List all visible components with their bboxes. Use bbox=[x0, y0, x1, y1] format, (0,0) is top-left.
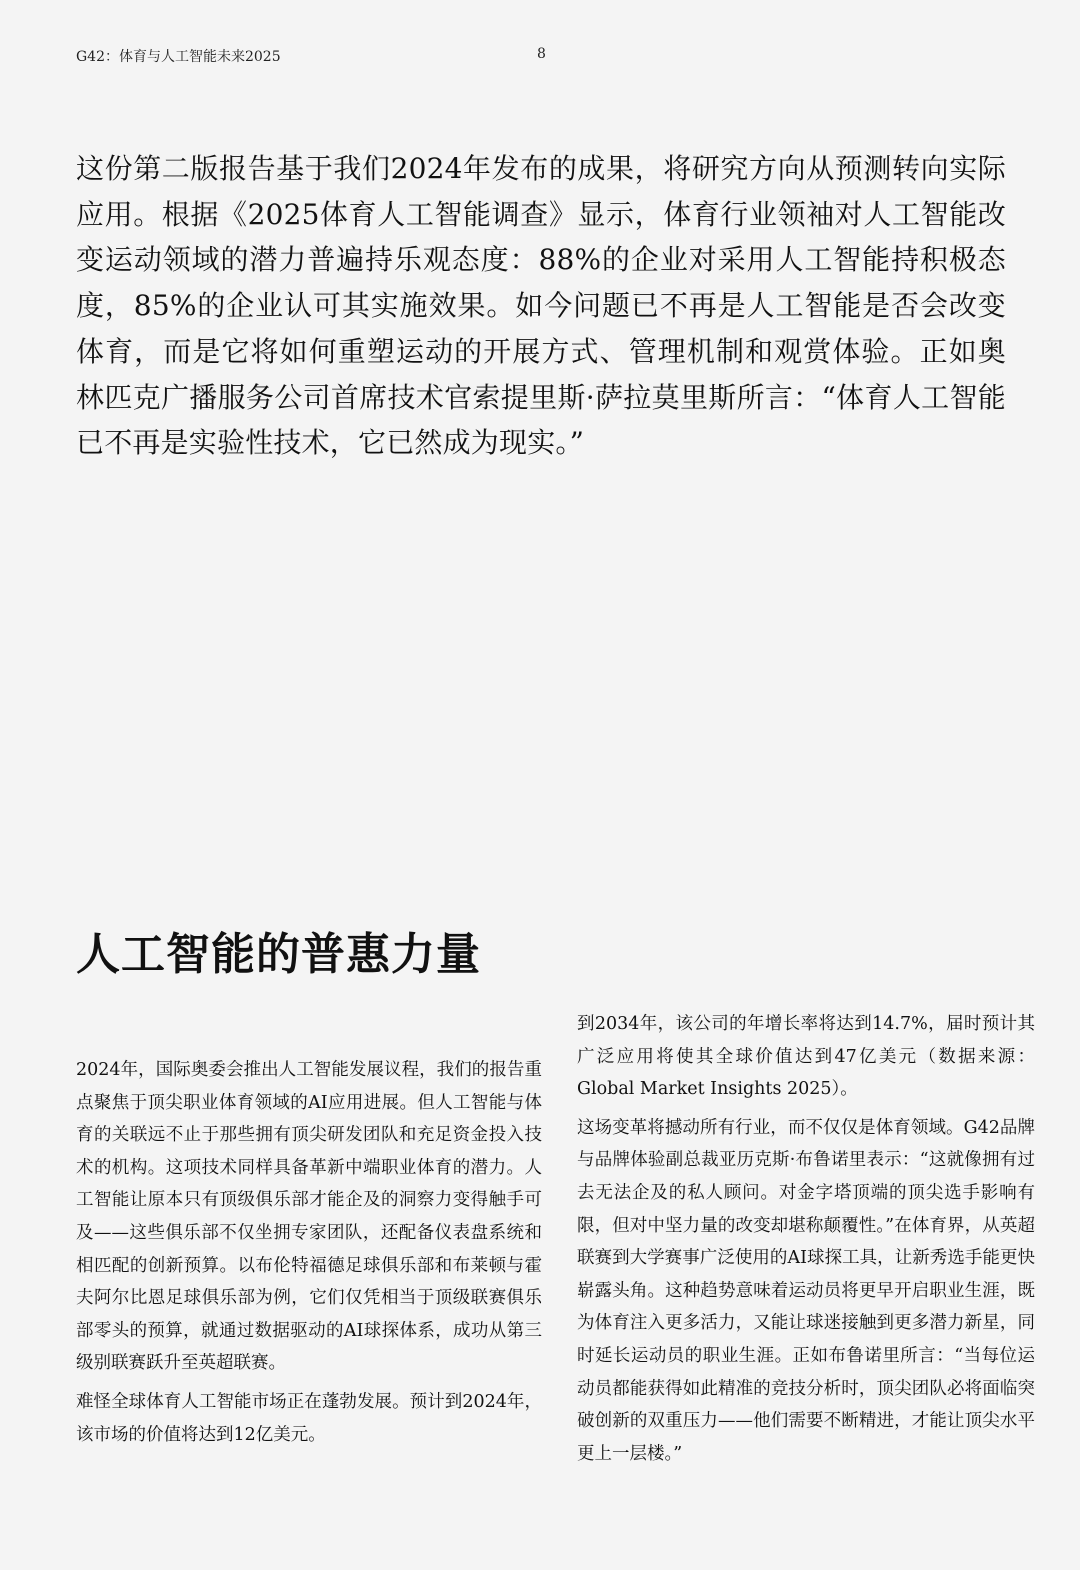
page-number: 8 bbox=[537, 46, 546, 62]
right-paragraph-1: 到2034年，该公司的年增长率将达到14.7%，届时预计其广泛应用将使其全球价值达到47亿美元（数据来源： Global Market Insights 2025）。 bbox=[577, 1014, 1035, 1100]
left-paragraph-1: 2024年，国际奥委会推出人工智能发展议程，我们的报告重点聚焦于顶尖职业体育领域的AI应用进展。但人工智能与体育的关联远不止于那些拥有顶尖研发团队和充足资金投入技术的机构。这项技术同样具备革新中端职业体育的潜力。人工智能让原本只有顶级俱乐部才能企及的洞察力变得触手可及——这些俱乐部不仅坐拥专家团队，还配备仪表盘系统和相匹配的创新预算。以布伦特福德足球俱乐部和布莱顿与霍夫阿尔比恩足球俱乐部为例，它们仅凭相当于顶级联赛俱乐部零头的预算，就通过数据驱动的AI球探体系，成功从第三级别联赛跃升至英超联赛。 bbox=[76, 1060, 542, 1374]
intro-paragraph: 这份第二版报告基于我们2024年发布的成果，将研究方向从预测转向实际应用。根据《2025体育人工智能调查》显示，体育行业领袖对人工智能改变运动领域的潜力普遍持乐观态度：88%的企业对采用人工智能持积极态度，85%的企业认可其实施效果。如今问题已不再是人工智能是否会改变体育，而是它将如何重塑运动的开展方式、管理机制和观赏体验。正如奥林匹克广播服务公司首席技术官索提里斯·萨拉莫里斯所言：“体育人工智能已不再是实验性技术，它已然成为现实。” bbox=[76, 152, 1006, 460]
left-column bbox=[76, 1054, 542, 1457]
document-title: G42：体育与人工智能未来2025 bbox=[76, 49, 281, 65]
section-title: 人工智能的普惠力量 bbox=[76, 929, 481, 980]
right-column bbox=[577, 1008, 1035, 1476]
left-paragraph-2: 难怪全球体育人工智能市场正在蓬勃发展。预计到2024年，该市场的价值将达到12亿美元。 bbox=[76, 1391, 542, 1445]
right-paragraph-2: 这场变革将撼动所有行业，而不仅仅是体育领域。G42品牌与品牌体验副总裁亚历克斯·布鲁诺里表示：“这就像拥有过去无法企及的私人顾问。对金字塔顶端的顶尖选手影响有限，但对中坚力量的改变却堪称颠覆性。”在体育界，从英超联赛到大学赛事广泛使用的AI球探工具，让新秀选手能更快崭露头角。这种趋势意味着运动员将更早开启职业生涯，既为体育注入更多活力，又能让球迷接触到更多潜力新星，同时延长运动员的职业生涯。正如布鲁诺里所言：“当每位运动员都能获得如此精准的竞技分析时，顶尖团队必将面临突破创新的双重压力——他们需要不断精进，才能让顶尖水平更上一层楼。” bbox=[577, 1117, 1035, 1464]
